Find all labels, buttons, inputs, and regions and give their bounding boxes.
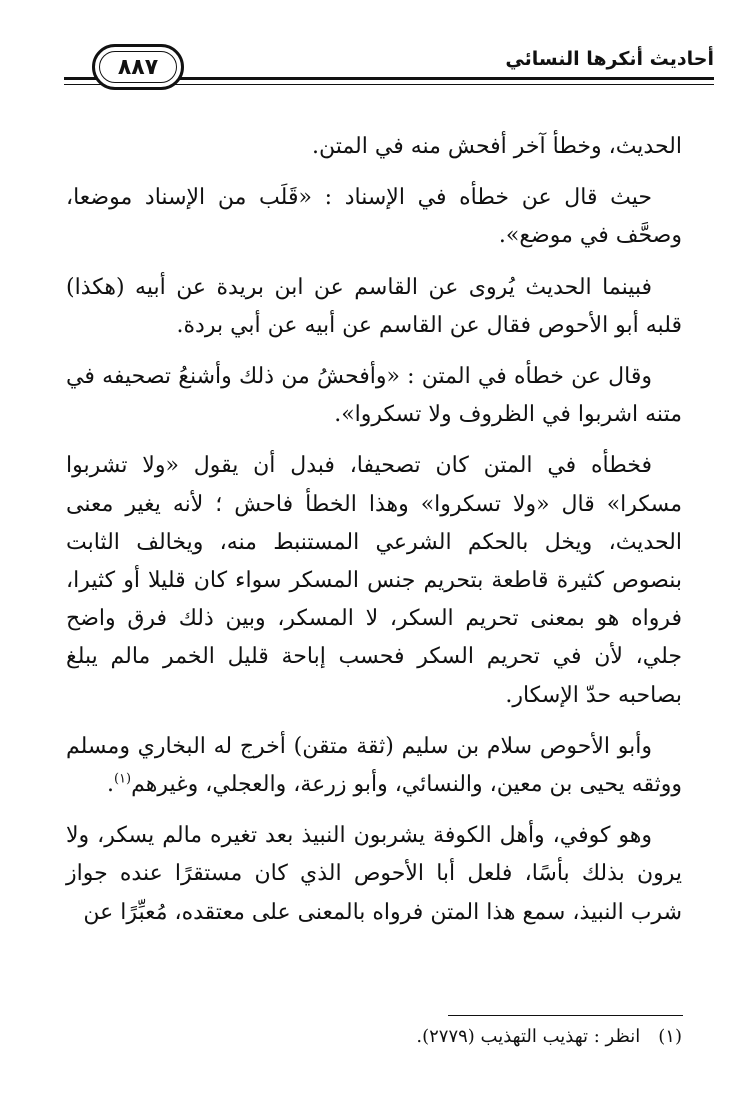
paragraph-1: الحديث، وخطأ آخر أفحش منه في المتن. [311,134,682,159]
footnote-text: انظر : تهذيب التهذيب (٢٧٧٩). [416,1026,641,1047]
paragraph-7: وهو كوفي، وأهل الكوفة يشربون النبيذ بعد تغيره مالم يسكر، ولا يرون بذلك بأسًا، فلعل أبا الأحوص الذي كان مستقرًا عنده جواز شرب النبيذ، سمع هذا المتن فرواه بالمعنى على معتقده، مُعبِّرًا عن [66,823,682,925]
main-text [66,128,682,945]
footnote [416,1026,682,1047]
paragraph-2: حيث قال عن خطأه في الإسناد : «قَلَب من الإسناد موضعا، وصحَّف في موضع». [66,185,682,249]
paragraph-6-text: وأبو الأحوص سلام بن سليم (ثقة متقن) أخرج له البخاري ومسلم ووثقه يحيى بن معين، والنسائي، وأبو زرعة، والعجلي، وغيرهم [66,733,682,798]
paragraph-5: فخطأه في المتن كان تصحيفا، فبدل أن يقول «ولا تشربوا مسكرا» قال «ولا تسكروا» وهذا الخطأ فاحش ؛ لأنه يغير معنى الحديث، ويخل بالحكم الشرعي المستنبط منه، ويخالف الثابت بنصوص كثيرة قاطعة بتحريم جنس المسكر سواء كان قليلا أو كثيرا، فرواه هو بمعنى تحريم السكر، لا المسكر، وبين ذلك فرق واضح جلي، لأن في تحريم السكر فحسب إباحة قليل الخمر مالم يبلغ بصاحبه حدّ الإسكار. [66,453,682,708]
paragraph-3: فبينما الحديث يُروى عن القاسم عن ابن بريدة عن أبيه (هكذا) قلبه أبو الأحوص فقال عن القاسم عن أبيه عن أبي بردة. [66,274,682,338]
running-title: أحاديث أنكرها النسائي [505,48,714,70]
footnote-reference: (١) [113,771,132,787]
footnote-separator [448,1015,683,1016]
page-number: ٨٨٧ [117,54,159,80]
page-header [64,44,714,102]
footnote-number: (١) [658,1026,682,1047]
paragraph-6-end: . [106,772,114,798]
paragraph-6 [66,728,682,804]
paragraph-4: وقال عن خطأه في المتن : «وأفحشُ من ذلك وأشنعُ تصحيفه في متنه اشربوا في الظروف ولا تسكروا». [66,364,682,428]
page-number-frame [92,44,184,90]
